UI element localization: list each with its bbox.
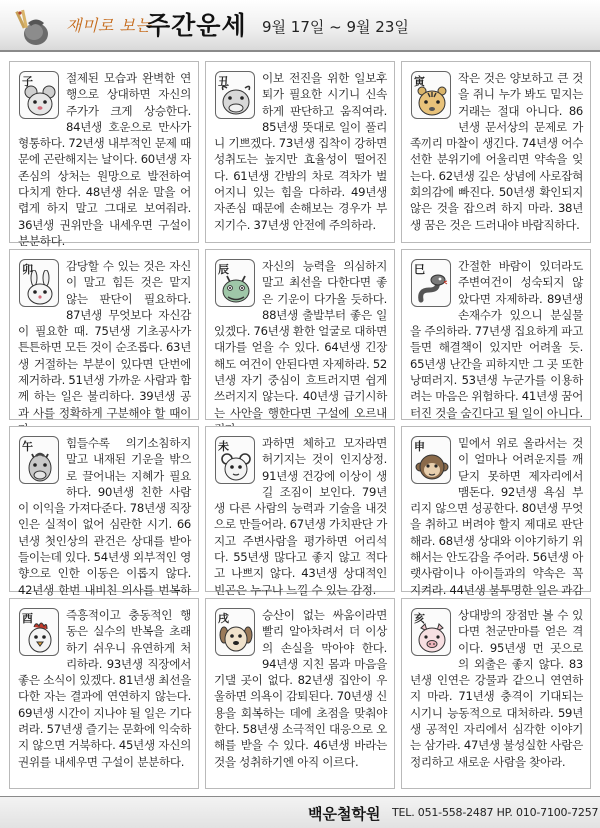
header-subtitle: 재미로 보는 bbox=[66, 16, 152, 35]
fortune-text: 상대방의 장점만 볼 수 있다면 천군만마를 얻은 격이다. 95년생 먼 곳으로의 외출은 좋지 않다. 83년생 인연은 강물과 같으니 연연하지 마라. 71년생 충격이 기대되는 시기니 능동적으로 대처하라. 59년생 공적인 자리에서 심각한 이야기는 삼가라. 47년생 불성실한 사람은 정리하고 새로운 사람을 찾아라. bbox=[410, 608, 583, 769]
sign-character: 卯 bbox=[22, 263, 33, 276]
fortune-text: 즉흥적이고 충동적인 행동은 실수의 반복을 초래하기 쉬우니 유연하게 처리하라. 93년생 직장에서 좋은 소식이 있겠다. 81년생 최선을 다한 자는 결과에 연연하지 않는다. 69년생 시간이 지나야 될 일은 기다려라. 57년생 즐기는 문화에 익숙하지 않으면 거북하다. 45년생 자신의 권위를 내세우면 구설이 분분하다. bbox=[18, 608, 191, 769]
fortune-text: 자신의 능력을 의심하지 말고 최선을 다한다면 좋은 기운이 다가올 듯하다. 88년생 출발부터 좋은 일 있겠다. 76년생 환한 얼굴로 대하면 대가를 얻을 수 있다. 64년생 긴장해도 여건이 안된다면 자제하라. 52년생 자기 중심이 흐트러지면 쉽게 쓰러지지 않는다. 40년생 급기시하는 사안을 행한다면 구설에 오르내 bbox=[214, 259, 387, 420]
sign-character: 午 bbox=[22, 440, 33, 453]
fortune-text: 밑에서 위로 올라서는 것이 얼마나 어려운지를 깨닫지 못하면 제자리에서 맴돈다. 92년생 욕심 부리지 않으면 성공한다. 80년생 무엇을 취하고 버려야 할지 제대로 판단해라. 68년생 상대와 이야기하기 위해서는 안도감을 주어라. 56년생 아랫사람이나 아이들과의 약속은 꼭 지켜라. 44년생 불투명한 일은 과감 bbox=[410, 436, 583, 597]
fortune-text: 과하면 체하고 모자라면 허기지는 것이 인지상정. 91년생 건강에 이상이 생길 조짐이 보인다. 79년생 다른 사람의 능력과 기술을 내것으로 만들어라. 67년생 가치판단 가지고 주변사람을 평가하면 어리석다. 55년생 많다고 좋지 않고 적다고 나쁘지 않다. 43년생 상대적인 빈곤은 누구나 느낄 수 있는 감정. bbox=[214, 436, 387, 597]
fortune-text: 이보 전진을 위한 일보후퇴가 필요한 시기니 신속하게 판단하고 움직여라. 85년생 뜻대로 일이 풀리니 기쁘겠다. 73년생 집착이 강하면 성취도는 높지만 효율성이 떨어진다. 61년생 간밤의 차로 격차가 벌어지니 있는 힘을 다하라. 49년생 자존심 때문에 손해보는 경우가 부지기수. 37년생 안전에 주의하라. bbox=[214, 71, 387, 232]
fortune-text: 간절한 바람이 있더라도 주변여건이 성숙되지 않았다면 자제하라. 89년생 손재수가 있으니 분실물을 주의하라. 77년생 집요하게 파고들면 해결책이 있지만 어려울 듯. 65년생 난간을 피하지만 그 곳 또한 낭떠러지. 53년생 누군가를 이용하려는 마음은 위험하다. 41년생 꿈어터진 것을 숨긴다고 될 일이 아니다. bbox=[410, 259, 583, 420]
page-title: 주간운세 bbox=[146, 11, 247, 40]
sign-cell-dog bbox=[205, 598, 395, 789]
fortune-text: 작은 것은 양보하고 큰 것을 쥐니 누가 봐도 밑지는 거래는 절대 아니다. 86년생 문서상의 문제로 가족끼리 마찰이 생긴다. 74년생 어수선한 분위기에 어울리면 약속을 잊는다. 62년생 깊은 상념에 사로잡혀 회의감에 빠진다. 50년생 확인되지 않은 것을 잡으려 하지 마라. 38년생 꿈은 것은 드러내야 바람직하다. bbox=[410, 71, 583, 232]
sign-character: 寅 bbox=[414, 75, 425, 88]
header-divider bbox=[0, 50, 600, 52]
header bbox=[0, 0, 600, 52]
sign-character: 子 bbox=[22, 75, 33, 88]
sign-character: 戌 bbox=[218, 612, 229, 625]
fortune-pouch-icon bbox=[14, 8, 54, 48]
sign-cell-horse bbox=[9, 426, 199, 597]
sign-cell-snake bbox=[401, 249, 591, 420]
sign-cell-monkey bbox=[401, 426, 591, 597]
fortune-text: 승산이 없는 싸움이라면 빨리 알아차려서 더 이상의 손실을 막아야 한다. 94년생 지친 몸과 마음을 기댈 곳이 없다. 82년생 집안이 우울하면 의욕이 감퇴된다. 70년생 신용을 회복하는 데에 초점을 맞춰야 한다. 58년생 소극적인 대응으로 오해를 받을 수 있다. 46년생 바라는 것을 성취하기엔 아직 이르다. bbox=[214, 608, 387, 769]
sign-cell-sheep bbox=[205, 426, 395, 597]
date-range: 9월 17일 ~ 9월 23일 bbox=[262, 18, 409, 36]
fortune-text: 힘들수록 의기소침하지 말고 내재된 기운을 밖으로 끌어내는 지혜가 필요하다. 90년생 친한 사람이 이익을 가져다준다. 78년생 직장인은 실적이 없어 심란한 시기. 66년생 첫인상의 관건은 상대를 받아들이는데 있다. 54년생 외부적인 영향으로 인한 이동은 이롭지 않다. 42년생 한번 내비친 의사를 번복하 bbox=[18, 436, 191, 597]
fortune-text: 감당할 수 있는 것은 자신이 말고 힘든 것은 맡지 않는 판단이 필요하다. 87년생 무엇보다 자신감이 필요한 때. 75년생 기초공사가 튼튼하면 모든 것이 순조롭다. 63년생 거절하는 부분이 있다면 단번에 제거하라. 51년생 가까운 사람과 함께 하는 일은 불리하다. 39년생 공과 사를 정확하게 구분해야 할 때이 bbox=[18, 259, 191, 420]
sign-character: 巳 bbox=[414, 263, 425, 276]
fortune-text: 절제된 모습과 완벽한 연행으로 상대하면 자신의 주가가 크게 상승한다. 84년생 호운으로 만사가 형통하다. 72년생 내부적인 문제 때문에 곤란해지는 날이다. 60년생 자존심의 상처는 원망으로 발전하여 다치게 한다. 48년생 쉬운 말을 어렵게 하지 말고 그대로 보여줘라. 36년생 권위만을 내세우면 구설이 분분하다. bbox=[18, 71, 191, 248]
sign-character: 未 bbox=[218, 440, 229, 453]
footer bbox=[0, 796, 600, 828]
footer-contact: TEL. 051-558-2487 HP. 010-7100-7257 bbox=[392, 806, 599, 819]
sign-cell-rabbit bbox=[9, 249, 199, 420]
sign-cell-rat bbox=[9, 61, 199, 248]
fortune-grid bbox=[6, 58, 594, 792]
sign-character: 酉 bbox=[22, 612, 33, 625]
sign-cell-tiger bbox=[401, 61, 591, 243]
sign-cell-pig bbox=[401, 598, 591, 789]
footer-business-name: 백운철학원 bbox=[308, 805, 381, 823]
sign-character: 辰 bbox=[218, 263, 229, 276]
sign-cell-dragon bbox=[205, 249, 395, 420]
sign-character: 亥 bbox=[414, 612, 425, 625]
sign-cell-rooster bbox=[9, 598, 199, 789]
sign-character: 丑 bbox=[218, 75, 229, 88]
sign-cell-ox bbox=[205, 61, 395, 243]
sign-character: 申 bbox=[414, 440, 425, 453]
